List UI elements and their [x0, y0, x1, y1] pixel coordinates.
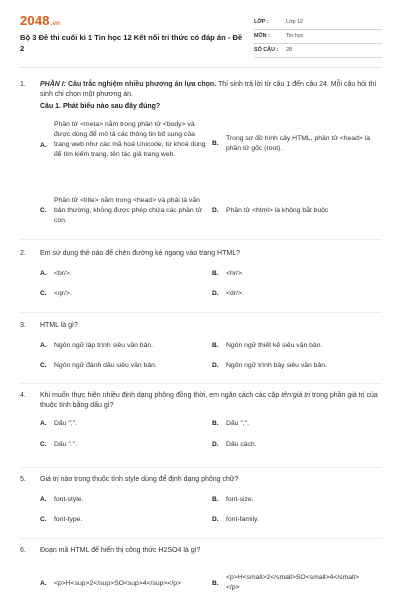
meta-row-count [254, 44, 382, 58]
answer-options [40, 564, 382, 594]
option-letter: A. [40, 270, 47, 278]
option-text: <p>H<small>2</small>SO<small>4</small></p> [226, 574, 359, 592]
answer-option[interactable] [40, 440, 212, 450]
question-5 [20, 475, 382, 535]
question-number: 1. [20, 81, 26, 88]
option-letter: A. [40, 342, 47, 350]
option-text: font-type. [54, 516, 83, 524]
answer-options [40, 267, 382, 311]
answer-option[interactable] [212, 206, 382, 216]
option-letter: B. [212, 342, 219, 350]
option-text: <br/>. [54, 270, 72, 278]
question-body [40, 391, 382, 463]
document-title: Bộ 3 Đề thi cuối kì 1 Tin học 12 Kết nối tri thức có đáp án - Đề 2 [20, 33, 243, 53]
question-4 [20, 391, 382, 467]
document-header [20, 12, 382, 60]
option-letter: C. [40, 362, 47, 370]
option-letter: A. [40, 496, 47, 504]
option-letter: B. [212, 420, 219, 428]
answer-option[interactable] [212, 515, 382, 525]
option-text: <p>H<sup>2</sup>SO<sup>4</sup></p> [54, 580, 181, 588]
option-letter: C. [40, 441, 47, 449]
question-separator [20, 538, 382, 539]
option-text: Phần tử <meta> nằm trong phần tử <body> và được dùng để mô tả các thông tin bổ sung của trang web như các mã hoá Unicode, từ khoá dùng để tìm kiếm trang, tên tác giả trang web. [54, 120, 206, 159]
answer-option[interactable] [212, 361, 382, 371]
answer-option[interactable] [212, 419, 382, 429]
question-separator [20, 467, 382, 468]
option-text: <hr/>. [226, 270, 244, 278]
option-letter: D. [212, 441, 219, 449]
option-text: Dấu ".". [54, 441, 77, 449]
question-6 [20, 546, 382, 598]
question-2 [20, 249, 382, 309]
option-letter: D. [212, 206, 219, 214]
option-text: Dấu ",". [226, 420, 249, 428]
option-letter: B. [212, 139, 219, 147]
meta-value: Lớp 12 [286, 18, 304, 25]
option-text: font-style. [54, 496, 84, 504]
answer-option[interactable] [40, 341, 212, 351]
logo-text: 2048 [20, 13, 50, 28]
answer-options [40, 120, 382, 230]
question-text-part: trong phần giá trị của thuộc tính bằng dấu gì? [40, 392, 378, 410]
answer-option[interactable] [212, 495, 382, 505]
question-number: 4. [20, 392, 26, 399]
answer-option[interactable] [40, 515, 212, 525]
option-text: Ngôn ngữ lập trình siêu văn bản. [54, 342, 154, 350]
question-text [40, 80, 382, 100]
answer-option[interactable] [40, 419, 212, 429]
answer-option[interactable] [40, 196, 212, 227]
answer-options [40, 339, 382, 383]
option-letter: D. [212, 290, 219, 298]
option-text: Trong sơ đồ hình cây HTML, phần tử <head> là phần tử gốc (root). [226, 134, 371, 152]
question-body [40, 475, 382, 537]
option-text: Dấu cách. [226, 441, 257, 449]
meta-value: 28 [286, 46, 292, 53]
question-subtitle: Câu 1. Phát biểu nào sau đây đúng? [40, 103, 161, 111]
option-text: <dr/>. [226, 290, 244, 298]
question-separator [20, 239, 382, 240]
answer-option[interactable] [212, 289, 382, 299]
question-body [40, 249, 382, 311]
option-letter: B. [212, 270, 219, 278]
logo-suffix: .vn [50, 21, 61, 27]
meta-row-class [254, 16, 382, 30]
question-text: Đoạn mã HTML để hiển thị công thức H2SO4 là gì? [40, 547, 201, 554]
answer-options [40, 493, 382, 537]
answer-option[interactable] [212, 341, 382, 351]
meta-label: SỐ CÂU : [254, 46, 279, 53]
question-separator [20, 383, 382, 384]
answer-option[interactable] [212, 440, 382, 450]
option-text: Phần tử <html> là không bắt buộc [226, 206, 329, 214]
meta-row-subject [254, 30, 382, 44]
answer-option[interactable] [212, 134, 382, 154]
option-text: Ngôn ngữ trình bày siêu văn bản. [226, 362, 327, 370]
question-text-emphasis: tên:giá trị [281, 392, 311, 399]
answer-option[interactable] [40, 361, 212, 371]
question-1 [20, 80, 382, 240]
option-text: Ngôn ngữ thiết kế siêu văn bản. [226, 342, 323, 350]
answer-option[interactable] [40, 289, 212, 299]
question-number: 2. [20, 250, 26, 257]
meta-label: LỚP : [254, 18, 269, 25]
meta-value: Tin học [286, 32, 304, 39]
meta-label: MÔN : [254, 32, 270, 39]
option-letter: D. [212, 516, 219, 524]
answer-option[interactable] [212, 269, 382, 279]
question-text [40, 391, 382, 411]
option-letter: A. [40, 580, 47, 588]
site-logo[interactable] [20, 12, 60, 30]
question-body [40, 546, 382, 594]
question-3 [20, 321, 382, 381]
option-letter: C. [40, 206, 47, 214]
option-letter: D. [212, 362, 219, 370]
question-body [40, 321, 382, 383]
answer-option[interactable] [40, 120, 212, 161]
option-text: font-size. [226, 496, 254, 504]
option-letter: A. [40, 420, 47, 428]
answer-option[interactable] [40, 495, 212, 505]
option-letter: B. [212, 496, 219, 504]
part-label: PHẦN I: [40, 81, 67, 88]
part-intro: Thí sinh trả lời từ câu 1 đến câu 24. Mỗi câu hỏi thí sinh chỉ chọn một phương án. [40, 81, 377, 99]
question-number: 3. [20, 322, 26, 329]
header-divider [20, 67, 382, 68]
question-text: HTML là gì? [40, 322, 78, 329]
question-text-part: Khi muốn thực hiện nhiều định dạng phông đồng thời, em ngăn cách các cặp [40, 392, 282, 399]
option-text: <qr/>. [54, 290, 72, 298]
option-letter: B. [212, 580, 219, 588]
answer-option[interactable] [40, 269, 212, 279]
exam-meta-table [254, 16, 382, 58]
answer-options [40, 419, 382, 463]
option-letter: C. [40, 290, 47, 298]
option-letter: A. [40, 141, 47, 149]
question-body [40, 80, 382, 230]
question-number: 6. [20, 547, 26, 554]
option-letter: C. [40, 516, 47, 524]
question-text: Giá trị nào trong thuộc tính style dùng để định dạng phông chữ? [40, 476, 239, 483]
option-text: Ngôn ngữ đánh dấu siêu văn bản. [54, 362, 157, 370]
answer-option[interactable] [212, 573, 359, 593]
option-text: font-family. [226, 516, 259, 524]
part-title: Câu trắc nghiệm nhiều phương án lựa chọn. [68, 81, 217, 88]
question-separator [20, 312, 382, 313]
answer-option[interactable] [40, 579, 212, 589]
question-number: 5. [20, 476, 26, 483]
option-text: Phần tử <title> nằm trong <head> và phải là văn bản thường, không được phép chứa các phần tử con. [54, 196, 203, 225]
option-text: Dấu ";". [54, 420, 77, 428]
question-text: Em sử dụng thẻ nào để chèn đường kẻ ngang vào trang HTML? [40, 250, 240, 257]
